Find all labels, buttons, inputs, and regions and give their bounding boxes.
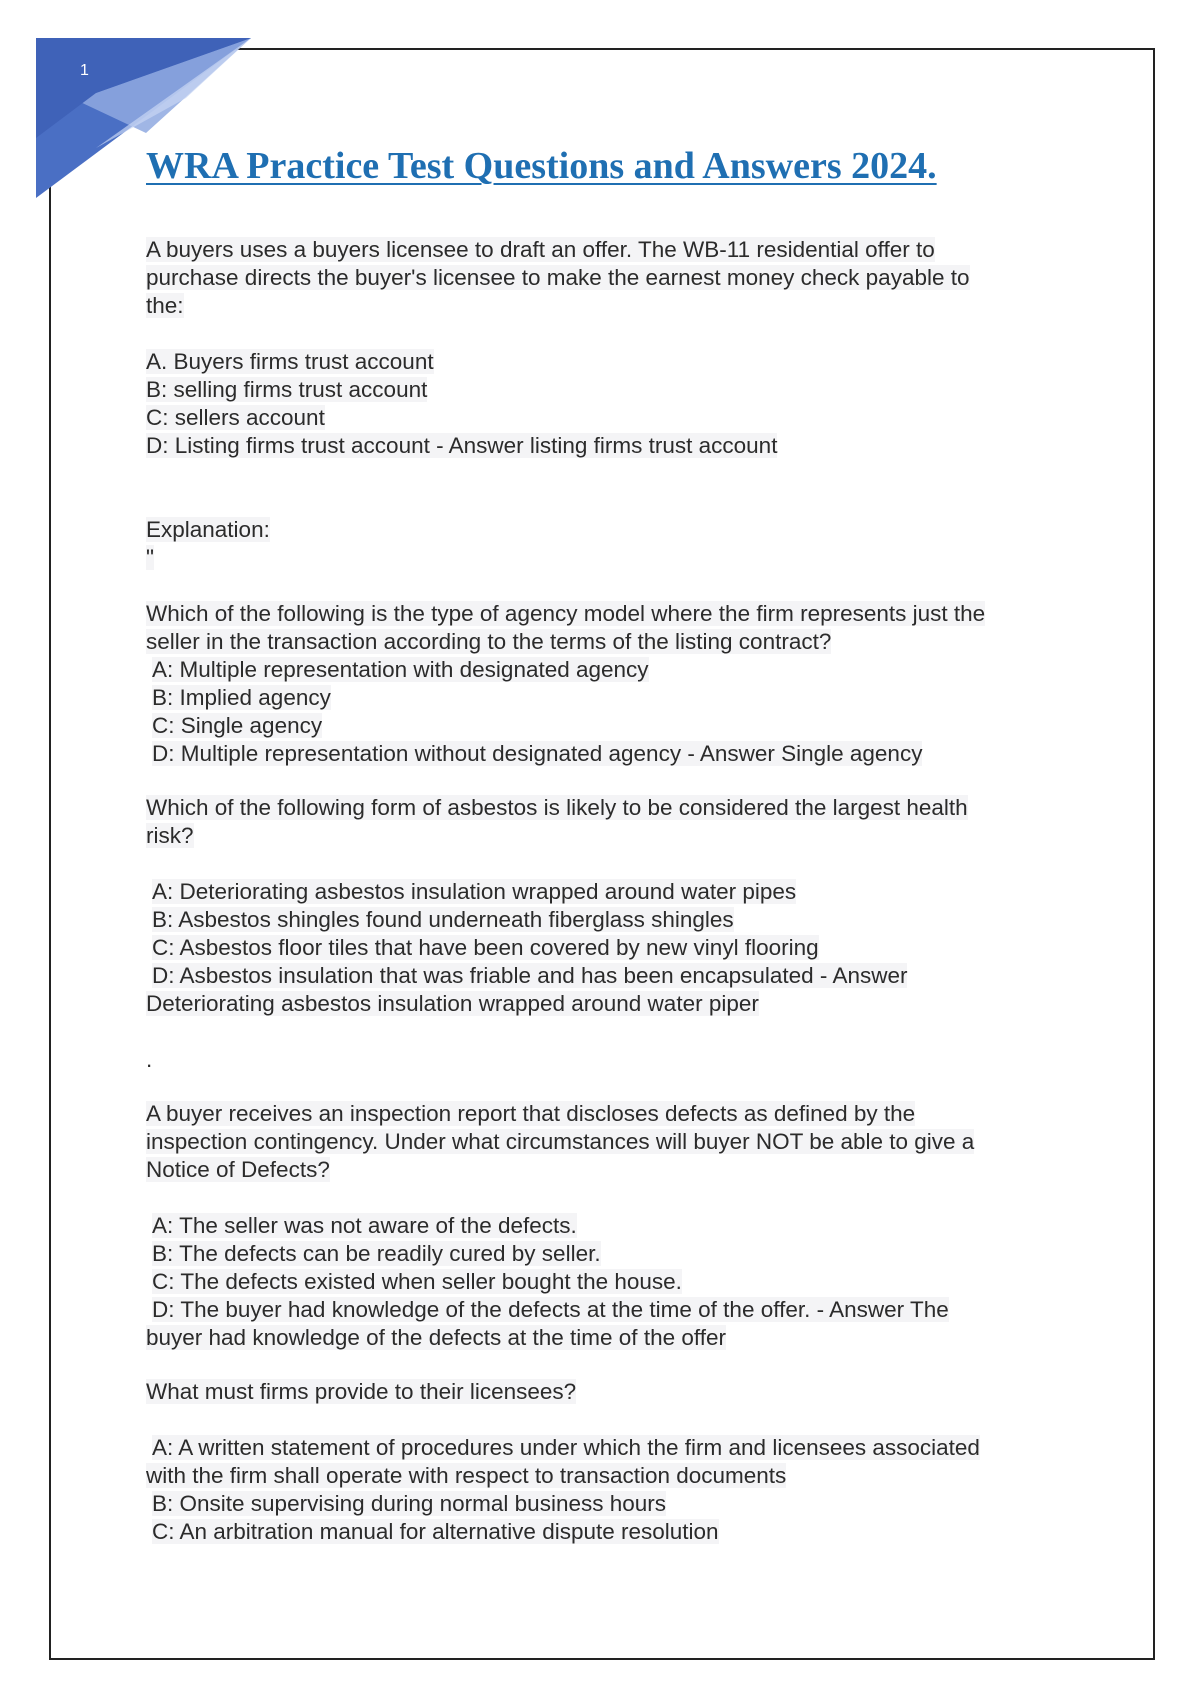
page-number: 1 [80, 62, 89, 79]
q1-stem-line: the: [146, 293, 184, 318]
q5-option-b: B: Onsite supervising during normal business hours [152, 1491, 667, 1516]
q2-option-c: C: Single agency [152, 713, 323, 738]
q4-stem-line: A buyer receives an inspection report that discloses defects as defined by the [146, 1101, 916, 1126]
question-5 [146, 1378, 1066, 1546]
q3-stem-line: risk? [146, 823, 194, 848]
q3-answer-line: Deteriorating asbestos insulation wrapped around water piper [146, 991, 759, 1016]
q5-option-a: A: A written statement of procedures under which the firm and licensees associated [152, 1435, 980, 1460]
q3-option-b: B: Asbestos shingles found underneath fiberglass shingles [152, 907, 734, 932]
q1-option-b: B: selling firms trust account [146, 377, 428, 402]
q1-explanation-mark: " [146, 545, 154, 570]
question-3 [146, 794, 1066, 1074]
document-body [146, 236, 1066, 1546]
q2-stem-line: Which of the following is the type of agency model where the firm represents just the [146, 601, 986, 626]
q2-stem-line: seller in the transaction according to the terms of the listing contract? [146, 629, 832, 654]
q1-option-a: A. Buyers firms trust account [146, 349, 434, 374]
q3-separator: . [146, 1047, 153, 1072]
q1-option-c: C: sellers account [146, 405, 325, 430]
q2-option-d-answer: D: Multiple representation without designated agency - Answer Single agency [152, 741, 923, 766]
document-title: WRA Practice Test Questions and Answers 2024. [146, 145, 937, 187]
q3-option-d: D: Asbestos insulation that was friable and has been encapsulated - Answer [152, 963, 908, 988]
q5-option-c: C: An arbitration manual for alternative dispute resolution [152, 1519, 719, 1544]
q4-option-b: B: The defects can be readily cured by seller. [152, 1241, 601, 1266]
question-2 [146, 600, 1066, 768]
q4-option-d: D: The buyer had knowledge of the defects at the time of the offer. - Answer The [152, 1297, 949, 1322]
q3-option-c: C: Asbestos floor tiles that have been covered by new vinyl flooring [152, 935, 819, 960]
q1-explanation-label: Explanation: [146, 517, 270, 542]
q3-stem-line: Which of the following form of asbestos is likely to be considered the largest health [146, 795, 968, 820]
question-1 [146, 236, 1066, 572]
q1-option-d-answer: D: Listing firms trust account - Answer listing firms trust account [146, 433, 778, 458]
q5-stem-line: What must firms provide to their licensees? [146, 1379, 577, 1404]
q4-option-a: A: The seller was not aware of the defects. [152, 1213, 577, 1238]
q4-option-c: C: The defects existed when seller bought the house. [152, 1269, 682, 1294]
q3-option-a: A: Deteriorating asbestos insulation wrapped around water pipes [152, 879, 797, 904]
q1-stem-line: purchase directs the buyer's licensee to make the earnest money check payable to [146, 265, 970, 290]
q4-stem-line: inspection contingency. Under what circumstances will buyer NOT be able to give a [146, 1129, 975, 1154]
q5-option-a-continuation: with the firm shall operate with respect to transaction documents [146, 1463, 787, 1488]
q4-answer-line: buyer had knowledge of the defects at the time of the offer [146, 1325, 726, 1350]
q2-option-a: A: Multiple representation with designated agency [152, 657, 649, 682]
q2-option-b: B: Implied agency [152, 685, 331, 710]
q1-stem-line: A buyers uses a buyers licensee to draft an offer. The WB-11 residential offer to [146, 237, 935, 262]
question-4 [146, 1100, 1066, 1352]
q4-stem-line: Notice of Defects? [146, 1157, 330, 1182]
